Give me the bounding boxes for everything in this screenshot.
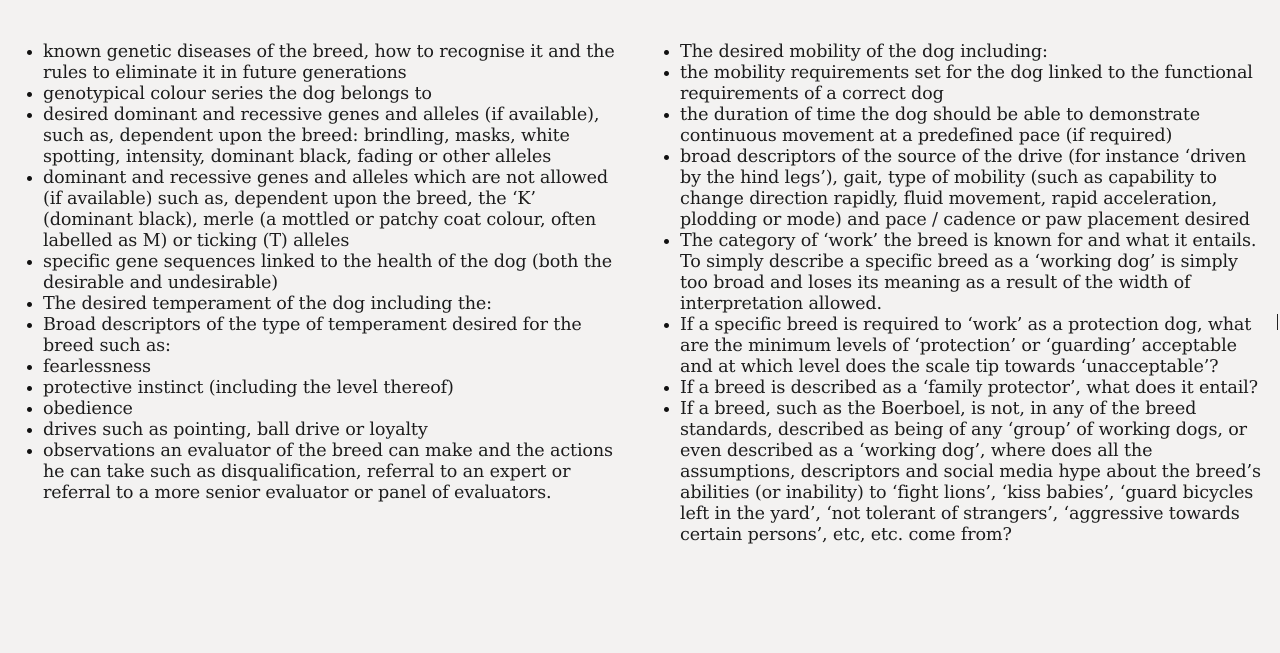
right-column bbox=[661, 42, 1261, 546]
list-item: known genetic diseases of the breed, how to recognise it and the rules to eliminate it in future generations bbox=[24, 42, 620, 84]
evaluator-observations-list bbox=[24, 441, 620, 504]
protection-questions-list bbox=[661, 315, 1261, 546]
text-cursor-icon bbox=[1277, 314, 1278, 330]
list-item: broad descriptors of the source of the drive (for instance ‘driven by the hind legs’), gait, type of mobility (such as capability to change direction rapidly, fluid movement, rapid acceleration, plodding or mode) and pace / cadence or paw placement desired bbox=[661, 147, 1261, 231]
mobility-heading-list bbox=[661, 42, 1261, 63]
list-item: genotypical colour series the dog belongs to bbox=[24, 84, 620, 105]
genetics-list bbox=[24, 42, 620, 294]
list-item: If a breed is described as a ‘family protector’, what does it entail? bbox=[661, 378, 1261, 399]
work-category-list bbox=[661, 231, 1261, 315]
list-item: drives such as pointing, ball drive or loyalty bbox=[24, 420, 620, 441]
list-item: If a breed, such as the Boerboel, is not, in any of the breed standards, described as being of any ‘group’ of working dogs, or even described as a ‘working dog’, where does all the assumptions, descriptors and social media hype about the breed’s abilities (or inability) to ‘fight lions’, ‘kiss babies’, ‘guard bicycles left in the yard’, ‘not tolerant of strangers’, ‘aggressive towards certain persons’, etc, etc. come from? bbox=[661, 399, 1261, 546]
list-item: dominant and recessive genes and alleles which are not allowed (if available) such as, dependent upon the breed, the ‘K’ (dominant black), merle (a mottled or patchy coat colour, often labelled as M) or ticking (T) alleles bbox=[24, 168, 620, 252]
temperament-heading-list bbox=[24, 294, 620, 315]
list-item: The desired temperament of the dog including the: bbox=[24, 294, 620, 315]
mobility-requirements-list bbox=[661, 63, 1261, 231]
list-item: desired dominant and recessive genes and alleles (if available), such as, dependent upon the breed: brindling, masks, white spotting, intensity, dominant black, fading or other alleles bbox=[24, 105, 620, 168]
list-item: protective instinct (including the level thereof) bbox=[24, 378, 620, 399]
temperament-traits-list bbox=[24, 357, 620, 441]
list-item: Broad descriptors of the type of temperament desired for the breed such as: bbox=[24, 315, 620, 357]
list-item: The desired mobility of the dog including: bbox=[661, 42, 1261, 63]
list-item: The category of ‘work’ the breed is known for and what it entails. To simply describe a specific breed as a ‘working dog’ is simply too broad and loses its meaning as a result of the width of interpretation allowed. bbox=[661, 231, 1261, 315]
list-item: If a specific breed is required to ‘work’ as a protection dog, what are the minimum levels of ‘protection’ or ‘guarding’ acceptable and at which level does the scale tip towards ‘unacceptable’? bbox=[661, 315, 1261, 378]
left-column bbox=[24, 42, 620, 504]
list-item: fearlessness bbox=[24, 357, 620, 378]
list-item: specific gene sequences linked to the health of the dog (both the desirable and undesirable) bbox=[24, 252, 620, 294]
list-item: the mobility requirements set for the dog linked to the functional requirements of a correct dog bbox=[661, 63, 1261, 105]
list-item: observations an evaluator of the breed can make and the actions he can take such as disqualification, referral to an expert or referral to a more senior evaluator or panel of evaluators. bbox=[24, 441, 620, 504]
temperament-descriptors-list bbox=[24, 315, 620, 357]
list-item: obedience bbox=[24, 399, 620, 420]
list-item: the duration of time the dog should be able to demonstrate continuous movement at a predefined pace (if required) bbox=[661, 105, 1261, 147]
